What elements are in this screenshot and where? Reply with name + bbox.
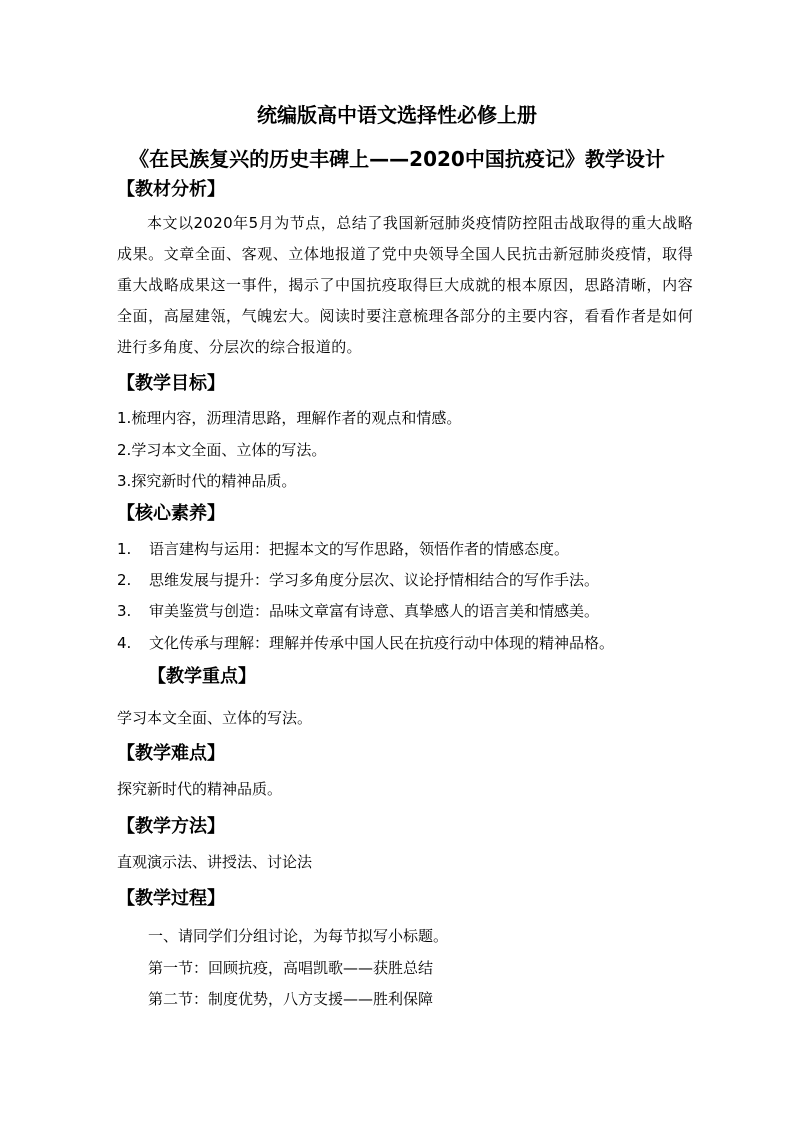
literacy-item-2 bbox=[117, 568, 599, 592]
goal-item-number: 1. bbox=[117, 409, 132, 427]
document-title-lesson: 《在民族复兴的历史丰碑上——2020中国抗疫记》教学设计 bbox=[129, 147, 665, 171]
literacy-item-text: 语言建构与运用：把握本文的写作思路，领悟作者的情感态度。 bbox=[149, 540, 570, 558]
goal-item-text: 梳理内容，沥理清思路，理解作者的观点和情感。 bbox=[131, 409, 462, 427]
key-points-text: 学习本文全面、立体的写法。 bbox=[117, 709, 313, 727]
literacy-item-number: 4. bbox=[117, 634, 132, 652]
goal-item-number: 3. bbox=[117, 472, 132, 490]
literacy-item-3 bbox=[117, 599, 599, 623]
goal-item-text: 学习本文全面、立体的写法。 bbox=[131, 441, 327, 459]
goal-item-1 bbox=[117, 406, 461, 430]
goal-item-text: 探究新时代的精神品质。 bbox=[131, 472, 297, 490]
document-title-series: 统编版高中语文选择性必修上册 bbox=[257, 103, 537, 127]
literacy-item-number: 2. bbox=[117, 571, 132, 589]
process-item-3: 第二节：制度优势，八方支援——胜利保障 bbox=[148, 990, 434, 1008]
analysis-paragraph: 本文以2020年5月为节点，总结了我国新冠肺炎疫情防控阻击战取得的重大战略成果。文章全面、客观、立体地报道了党中央领导全国人民抗击新冠肺炎疫情，取得重大战略成果这一事件，揭示了中国抗疫取得巨大成就的根本原因，思路清晰，内容全面，高屋建瓴，气魄宏大。阅读时要注意梳理各部分的主要内容，看看作者是如何进行多角度、分层次的综合报道的。 bbox=[117, 214, 693, 356]
literacy-item-text: 思维发展与提升：学习多角度分层次、议论抒情相结合的写作手法。 bbox=[149, 571, 600, 589]
literacy-item-text: 文化传承与理解：理解并传承中国人民在抗疫行动中体现的精神品格。 bbox=[149, 634, 615, 652]
process-item-1: 一、请同学们分组讨论，为每节拟写小标题。 bbox=[148, 927, 449, 945]
heading-textbook-analysis: 【教材分析】 bbox=[117, 179, 225, 200]
literacy-item-4 bbox=[117, 631, 614, 655]
goal-item-3 bbox=[117, 469, 296, 493]
literacy-item-number: 1. bbox=[117, 540, 132, 558]
process-item-2: 第一节：回顾抗疫，高唱凯歌——获胜总结 bbox=[148, 959, 434, 977]
heading-core-literacy: 【核心素养】 bbox=[117, 503, 225, 524]
heading-teaching-key-points: 【教学重点】 bbox=[148, 666, 256, 687]
heading-teaching-goals: 【教学目标】 bbox=[117, 373, 225, 394]
literacy-item-number: 3. bbox=[117, 602, 132, 620]
literacy-item-1 bbox=[117, 537, 569, 561]
goal-item-2 bbox=[117, 438, 326, 462]
difficulties-text: 探究新时代的精神品质。 bbox=[117, 780, 283, 798]
goal-item-number: 2. bbox=[117, 441, 132, 459]
methods-text: 直观演示法、讲授法、讨论法 bbox=[117, 853, 313, 871]
literacy-item-text: 审美鉴赏与创造：品味文章富有诗意、真挚感人的语言美和情感美。 bbox=[149, 602, 600, 620]
heading-teaching-methods: 【教学方法】 bbox=[117, 816, 225, 837]
heading-teaching-difficulties: 【教学难点】 bbox=[117, 743, 225, 764]
heading-teaching-process: 【教学过程】 bbox=[117, 888, 225, 909]
